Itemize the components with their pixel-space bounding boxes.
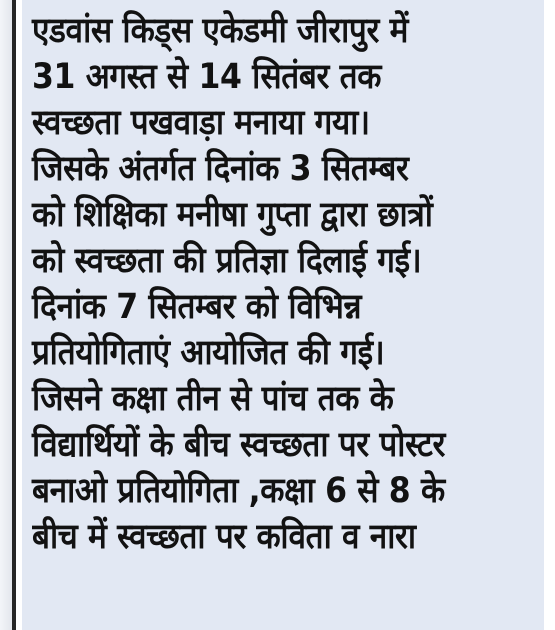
- article-line: को स्वच्छता की प्रतिज्ञा दिलाई गई।: [32, 241, 422, 281]
- article-line: दिनांक 7 सितम्बर को विभिन्न: [32, 287, 362, 327]
- article-line: जिसके अंतर्गत दिनांक 3 सितम्बर: [32, 149, 409, 189]
- article-line: को शिक्षिका मनीषा गुप्ता द्वारा छात्रों: [32, 195, 433, 235]
- article-line: विद्यार्थियों के बीच स्वच्छता पर पोस्टर: [32, 425, 446, 465]
- article-line: बनाओ प्रतियोगिता ,कक्षा 6 से 8 के: [32, 471, 445, 511]
- article-line: जिसने कक्षा तीन से पांच तक के: [32, 379, 394, 419]
- article-body: [32, 8, 542, 554]
- article-box: [22, 0, 544, 630]
- adjacent-column-edge: [0, 0, 12, 630]
- article-line: स्वच्छता पखवाड़ा मनाया गया।: [32, 103, 370, 143]
- article-line: एडवांस किड्स एकेडमी जीरापुर में: [32, 11, 409, 51]
- article-line: प्रतियोगिताएं आयोजित की गई।: [32, 333, 385, 373]
- column-rule: [12, 0, 16, 630]
- article-line: 31 अगस्त से 14 सितंबर तक: [32, 57, 382, 97]
- article-line-cut-off: बीच में स्वच्छता पर कविता व नारा: [32, 517, 416, 554]
